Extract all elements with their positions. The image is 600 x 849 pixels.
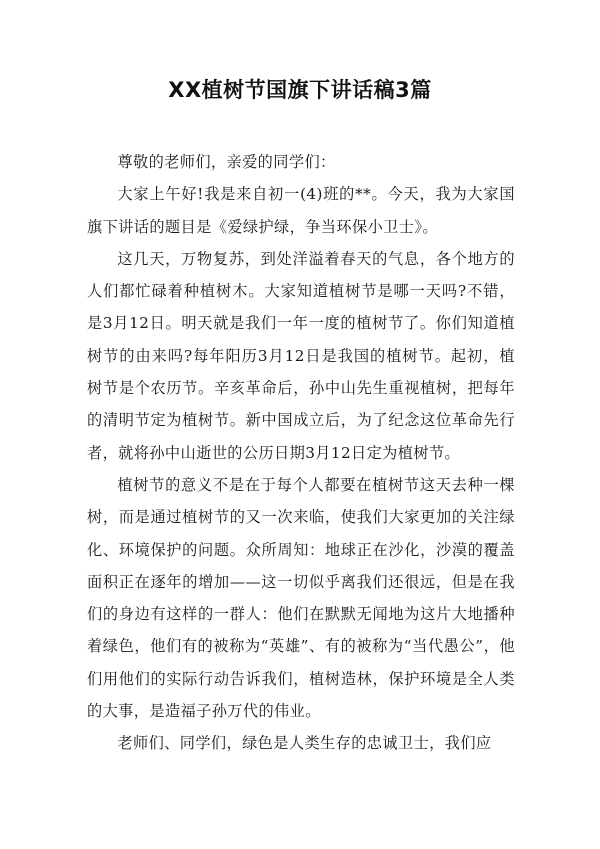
document-title: XX植树节国旗下讲话稿3篇: [168, 78, 432, 102]
closing-paragraph: 老师们、同学们，绿色是人类生存的忠诚卫士，我们应: [117, 734, 492, 753]
arbor-day-meaning-paragraph: 植树节的意义不是在于每个人都要在植树节这天去种一棵树，而是通过植树节的又一次来临，使我们大家更加的关注绿化、环境保护的问题。众所周知：地球正在沙化，沙漠的覆盖面积正在逐年的增加——这一切似乎离我们还很远，但是在我们的身边有这样的一群人：他们在默默无闻地为这片大地播种着绿色，他们有的被称为“英雄”、有的被称为“当代愚公”，他们用他们的实际行动告诉我们，植树造林，保护环境是全人类的大事，是造福子孙万代的伟业。: [87, 475, 515, 721]
document-body: [87, 146, 515, 760]
intro-paragraph: 大家上午好!我是来自初一(4)班的**。今天，我为大家国旗下讲话的题目是《爱绿护绿，争当环保小卫士》。: [87, 185, 515, 236]
arbor-day-origin-paragraph: 这几天，万物复苏，到处洋溢着春天的气息，各个地方的人们都忙碌着种植树木。大家知道植树节是哪一天吗?不错，是3月12日。明天就是我们一年一度的植树节了。你们知道植树节的由来吗?每年阳历3月12日是我国的植树节。起初，植树节是个农历节。辛亥革命后，孙中山先生重视植树，把每年的清明节定为植树节。新中国成立后，为了纪念这位革命先行者，就将孙中山逝世的公历日期3月12日定为植树节。: [87, 249, 515, 462]
greeting-paragraph: 尊敬的老师们，亲爱的同学们：: [117, 153, 336, 171]
